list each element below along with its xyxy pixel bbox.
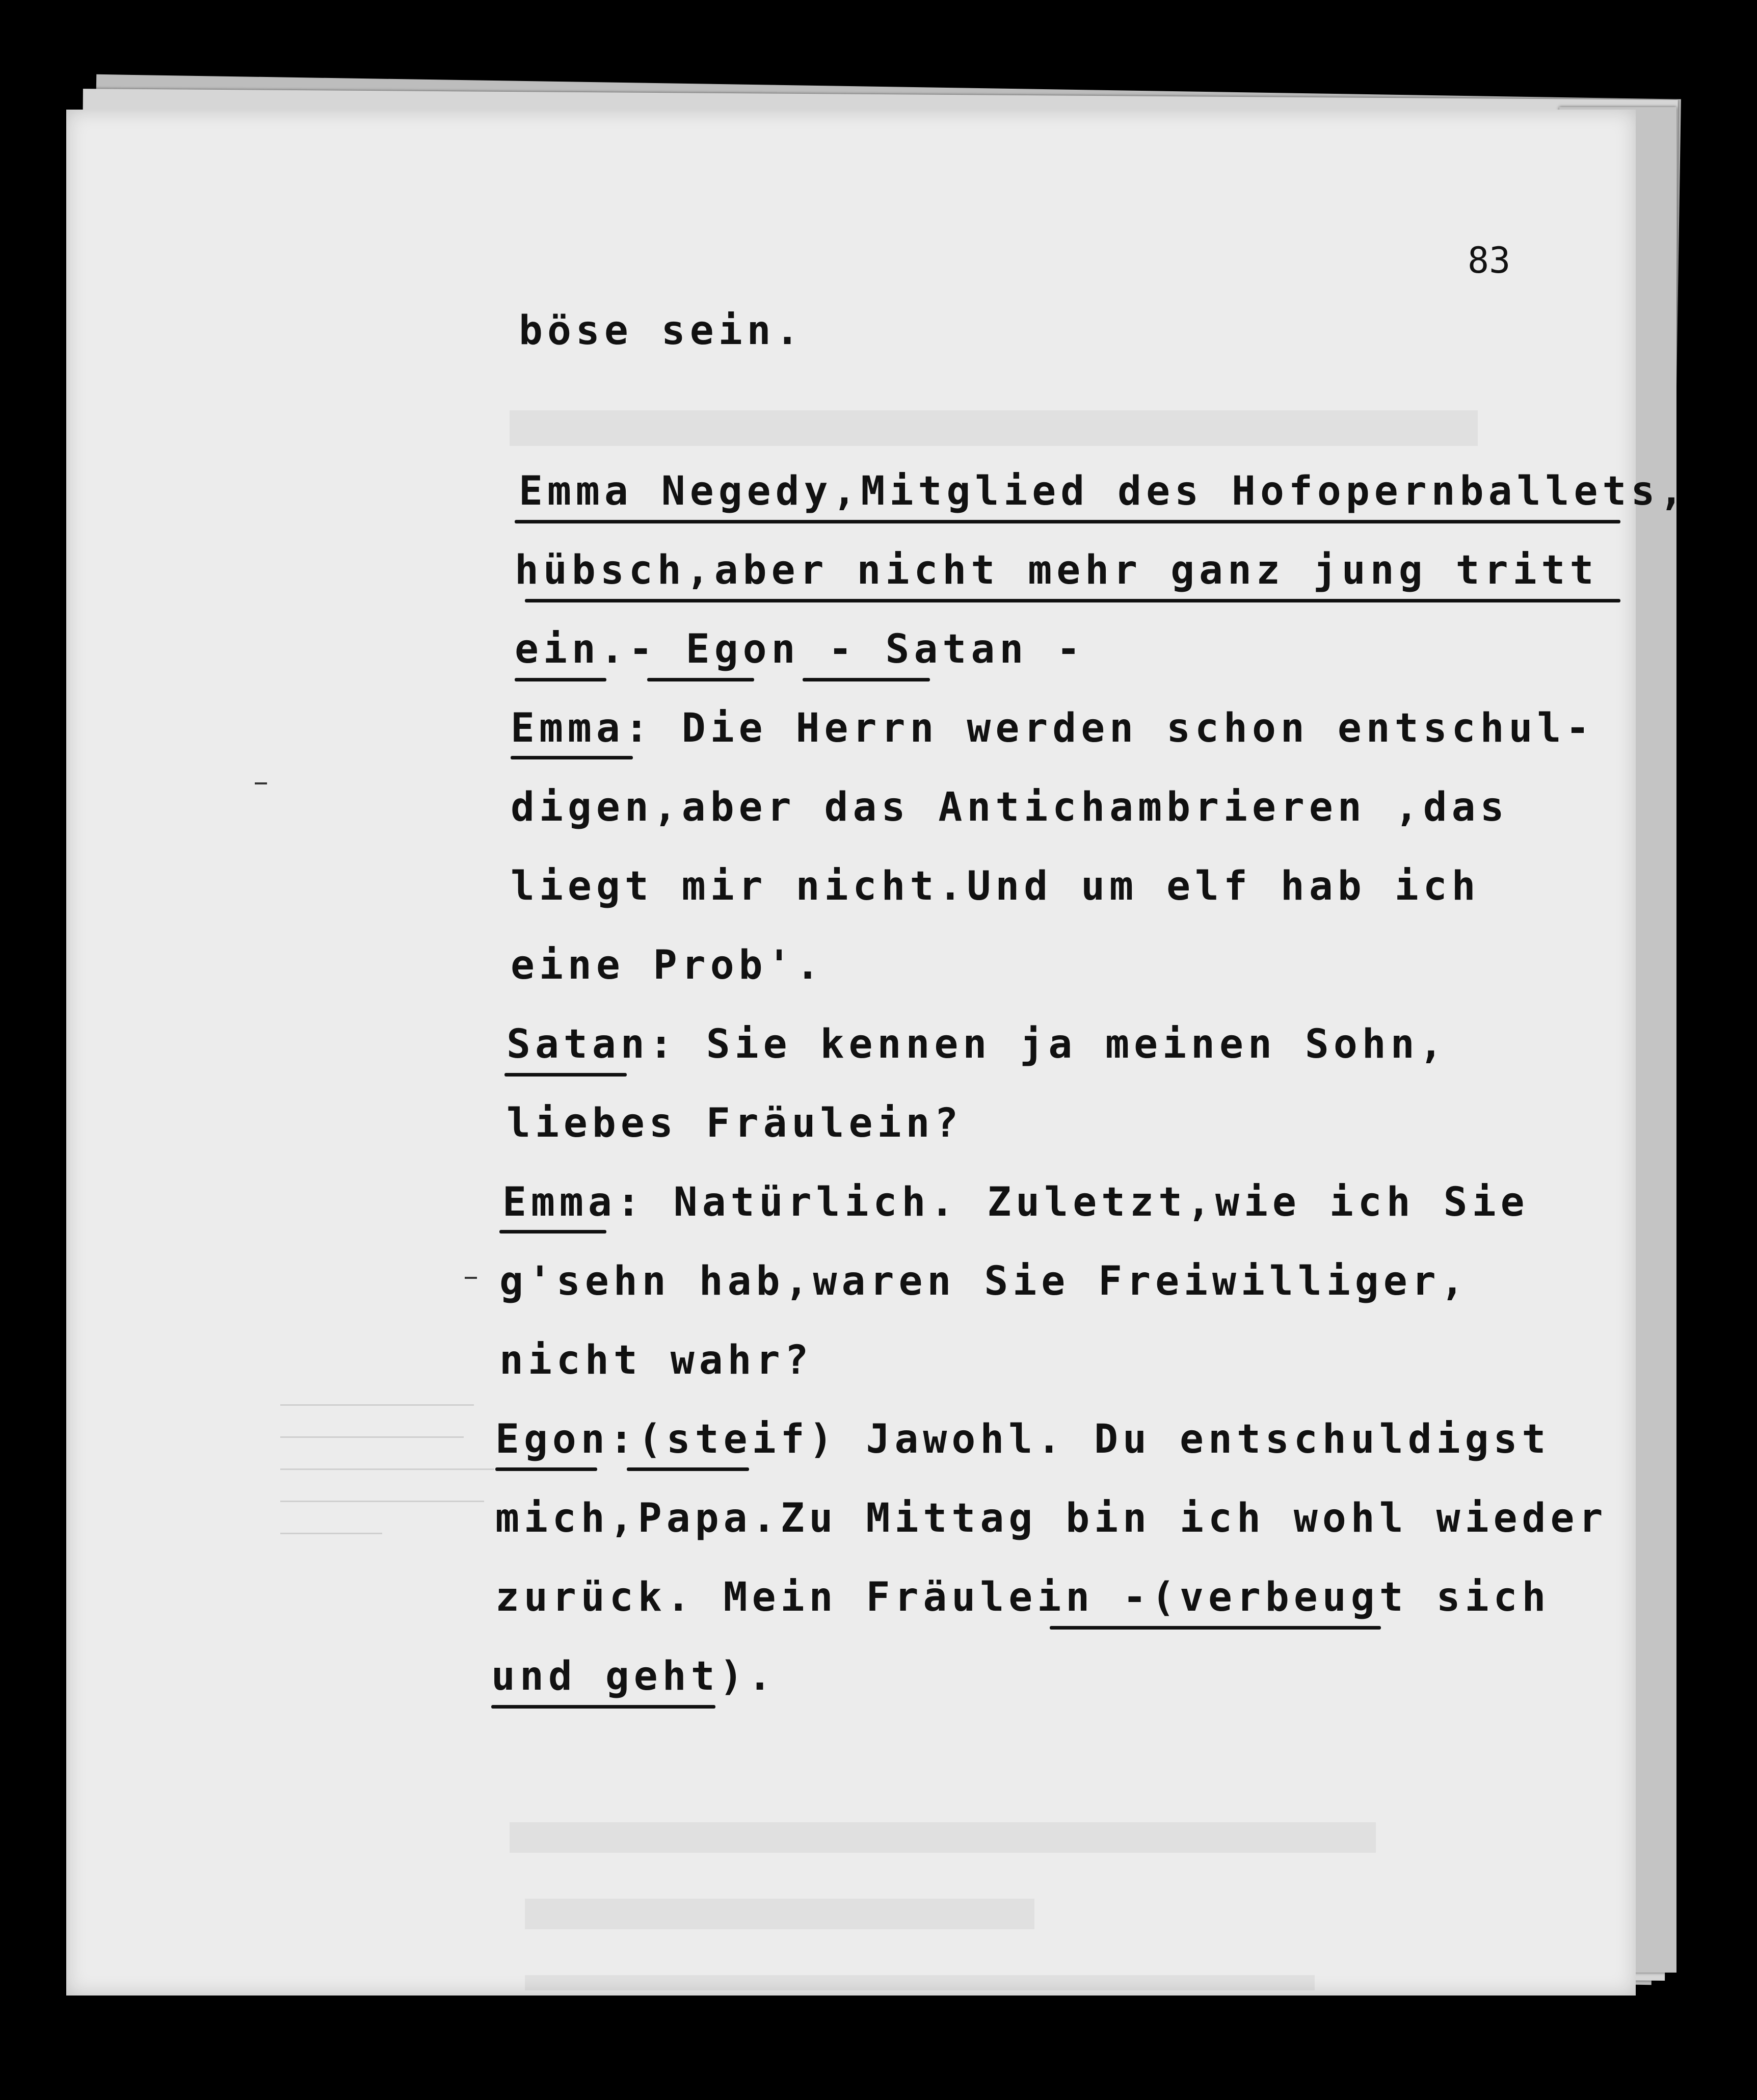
underline-ein (515, 678, 606, 681)
underline-stage-direction-2 (525, 599, 1620, 602)
text-line-14: Egon:(steif) Jawohl. Du entschuldigst (495, 1416, 1551, 1462)
text-line-9: Satan: Sie kennen ja meinen Sohn, (507, 1021, 1448, 1067)
text-line-16: zurück. Mein Fräulein -(verbeugt sich (495, 1574, 1551, 1620)
text-line-7: liegt mir nicht.Und um elf hab ich (511, 863, 1480, 909)
margin-dash (255, 782, 267, 784)
text-line-2: Emma Negedy,Mitglied des Hofopernballets, (519, 468, 1688, 514)
text-line-3: hübsch,aber nicht mehr ganz jung tritt (515, 547, 1599, 593)
text-line-17: und geht). (491, 1653, 777, 1699)
text-line-8: eine Prob'. (511, 942, 824, 988)
text-line-6: digen,aber das Antichambrieren ,das (511, 784, 1509, 830)
underline-stage-direction-1 (515, 520, 1620, 523)
underline-speaker-emma (511, 756, 633, 759)
text-line-11: Emma: Natürlich. Zuletzt,wie ich Sie (502, 1179, 1529, 1225)
margin-dash (465, 1277, 477, 1279)
bleed-through (510, 410, 1478, 446)
underline-satan (803, 678, 930, 681)
text-line-4: ein.- Egon - Satan - (515, 626, 1085, 672)
typewritten-page (66, 110, 1688, 1996)
underline-speaker-emma-2 (499, 1230, 606, 1233)
text-line-10: liebes Fräulein? (507, 1100, 963, 1146)
text-line-12: g'sehn hab,waren Sie Freiwilliger, (499, 1258, 1469, 1304)
underline-steif (627, 1467, 749, 1471)
text-line-13: nicht wahr? (499, 1337, 813, 1383)
text-line-5: Emma: Die Herrn werden schon entschul- (511, 705, 1594, 751)
underline-verbeugt-sich (1050, 1626, 1381, 1630)
bleed-through (525, 1975, 1315, 1990)
text-line-1: böse sein. (519, 308, 804, 354)
text-line-15: mich,Papa.Zu Mittag bin ich wohl wieder (495, 1495, 1608, 1541)
underline-speaker-egon (495, 1467, 597, 1471)
underline-und-geht (491, 1705, 715, 1709)
bleed-through (525, 1899, 1034, 1929)
underline-egon (647, 678, 754, 681)
bleed-through (510, 1822, 1376, 1853)
underline-speaker-satan (504, 1073, 627, 1077)
page-number: 83 (1468, 240, 1511, 281)
